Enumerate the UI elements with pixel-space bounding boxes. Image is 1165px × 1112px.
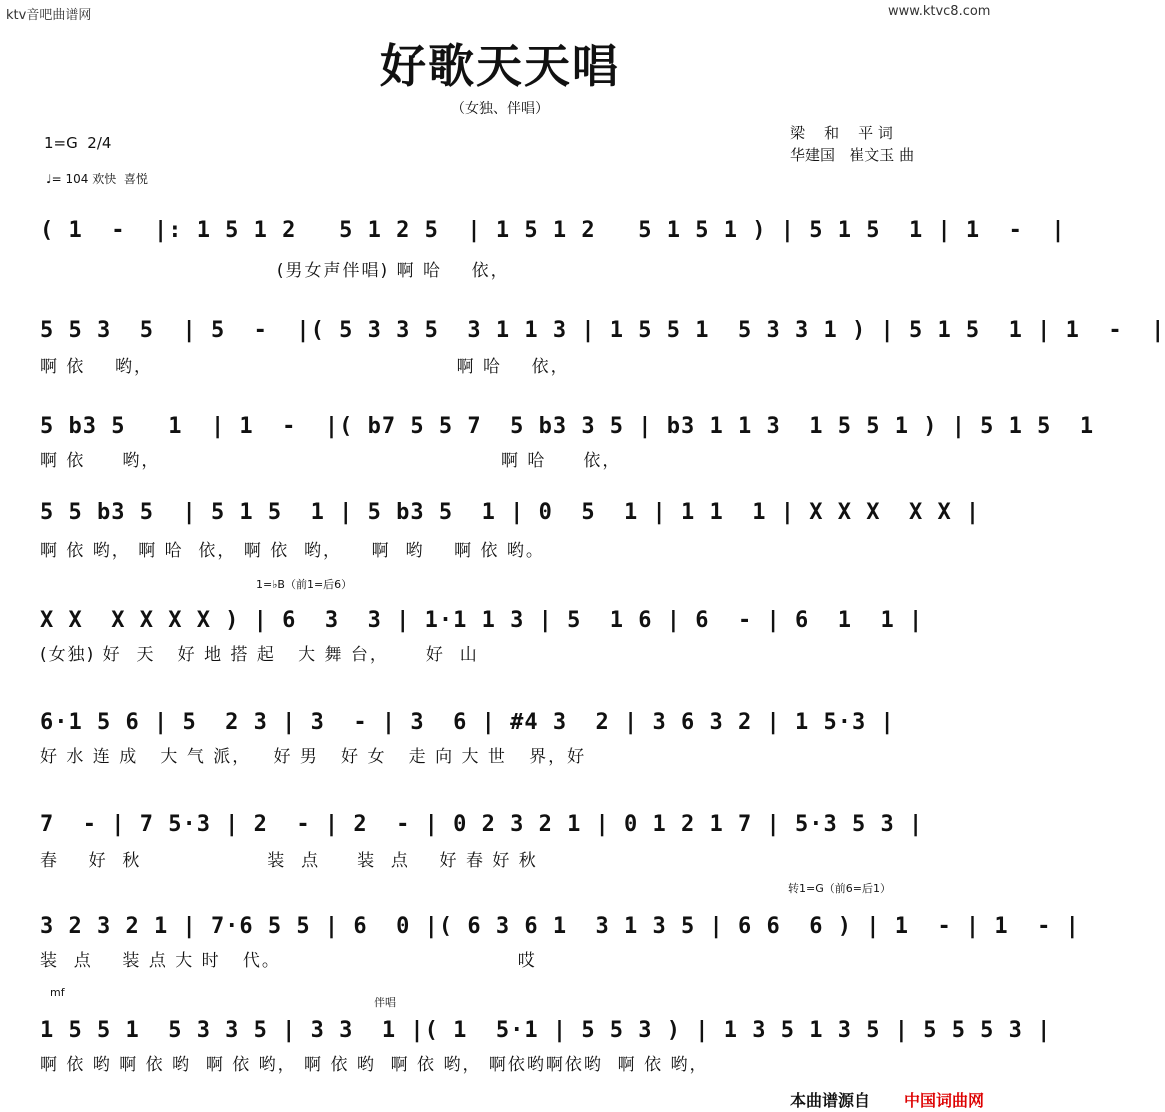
notation-line: 5 b3 5 1 | 1 - |( b7 5 5 7 5 b3 3 5 | b3 1 1 3 1 5 5 1 ) | 5 1 5 1: [40, 414, 1095, 439]
footer-site-link[interactable]: 中国词曲网: [904, 1091, 985, 1110]
notation-line: 3 2 3 2 1 | 7·6 5 5 | 6 0 |( 6 3 6 1 3 1 3 5 | 6 6 6 ) | 1 - | 1 - |: [40, 914, 1080, 939]
tempo-marking: ♩= 104 欢快 喜悦: [46, 172, 148, 186]
notation-line: 5 5 3 5 | 5 - |( 5 3 3 5 3 1 1 3 | 1 5 5 1 5 3 3 1 ) | 5 1 5 1 | 1 - |: [40, 318, 1165, 343]
notation-line: 1 5 5 1 5 3 3 5 | 3 3 1 |( 1 5·1 | 5 5 3 ) | 1 3 5 1 3 5 | 5 5 5 3 |: [40, 1018, 1052, 1043]
section-marking: 伴唱: [374, 996, 396, 1009]
lyricist-credit: 梁 和 平 词: [790, 124, 893, 142]
lyrics-line: 啊 依 哟 啊 依 哟 啊 依 哟， 啊 依 哟 啊 依 哟， 啊依哟啊依哟 啊 依 哟，: [40, 1055, 709, 1075]
notation-line: 7 - | 7 5·3 | 2 - | 2 - | 0 2 3 2 1 | 0 1 2 1 7 | 5·3 5 3 |: [40, 812, 924, 837]
notation-line: X X X X X X ) | 6 3 3 | 1·1 1 3 | 5 1 6 | 6 - | 6 1 1 |: [40, 608, 924, 633]
lyrics-line: 春 好 秋 装 点 装 点 好 春 好 秋: [40, 851, 538, 871]
notation-line: 6·1 5 6 | 5 2 3 | 3 - | 3 6 | #4 3 2 | 3 6 3 2 | 1 5·3 |: [40, 710, 895, 735]
key-signature: 1=G 2/4: [44, 134, 112, 152]
notation-line: ( 1 - |: 1 5 1 2 5 1 2 5 | 1 5 1 2 5 1 5 1 ) | 5 1 5 1 | 1 - |: [40, 218, 1066, 243]
song-title: 好歌天天唱: [380, 39, 620, 93]
watermark-left: ktv音吧曲谱网: [6, 8, 92, 23]
lyrics-line: 啊 依 哟， 啊 哈 依，: [40, 451, 622, 471]
lyrics-line: 啊 依 哟， 啊 哈 依， 啊 依 哟， 啊 哟 啊 依 哟。: [40, 541, 545, 561]
lyrics-line: 啊 依 哟， 啊 哈 依，: [40, 357, 570, 377]
lyrics-line: (女独) 好 天 好 地 搭 起 大 舞 台， 好 山: [40, 645, 479, 665]
dynamic-marking: mf: [50, 986, 65, 999]
composer-credit: 华建国 崔文玉 曲: [790, 146, 915, 164]
lyrics-line: 装 点 装 点 大 时 代。 哎: [40, 951, 537, 971]
modulation-marking: 转1=G（前6=后1）: [788, 882, 891, 895]
modulation-marking: 1=♭B（前1=后6）: [256, 578, 353, 591]
lyrics-line: (男女声伴唱) 啊 哈 依，: [40, 261, 510, 281]
notation-line: 5 5 b3 5 | 5 1 5 1 | 5 b3 5 1 | 0 5 1 | 1 1 1 | X X X X X |: [40, 500, 981, 525]
footer-source: 本曲谱源自: [790, 1091, 871, 1110]
song-subtitle: （女独、伴唱）: [451, 101, 549, 117]
watermark-right: www.ktvc8.com: [888, 4, 991, 19]
lyrics-line: 好 水 连 成 大 气 派， 好 男 好 女 走 向 大 世 界，好: [40, 747, 587, 767]
